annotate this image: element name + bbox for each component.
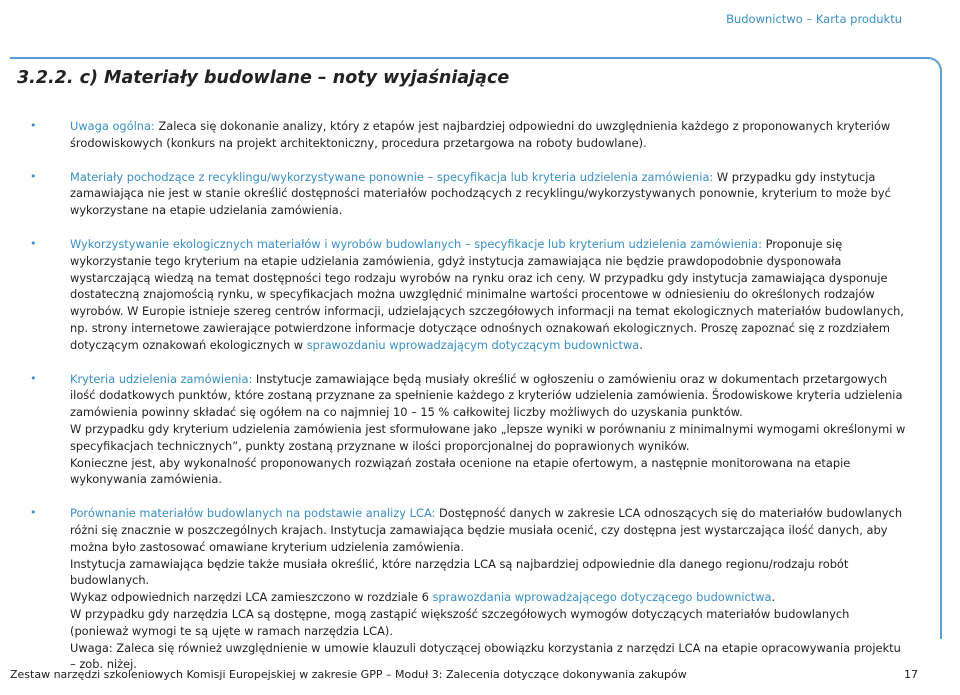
item-text: Dostępność danych w zakresie LCA odnoszących się do materiałów budowlanych różni się znacznie w poszczególnych krajach. Instytucja zamawiająca będzie musiała ocenić, czy dostępna jest wystarczająca ilość danych, aby można było zastosować omawiane kryterium udzielenia zamówienia. bbox=[70, 506, 903, 554]
item-text: Wykaz odpowiednich narzędzi LCA zamieszczono w rozdziale 6 bbox=[70, 590, 433, 605]
item-lead: Kryteria udzielenia zamówienia: bbox=[70, 371, 253, 386]
item-text: Zaleca się dokonanie analizy, który z etapów jest najbardziej odpowiedni do uwzględnienia każdego z proponowanych kryteriów środowiskowych (konkurs na projekt architektoniczny, procedura przetargowa na roboty budowlane). bbox=[70, 119, 891, 150]
bullet-icon: • bbox=[30, 169, 37, 183]
item-lead: Materiały pochodzące z recyklingu/wykorzystywane ponownie – specyfikacja lub kryteria udzielenia zamówienia: bbox=[70, 169, 714, 184]
bullet-icon: • bbox=[30, 506, 37, 520]
item-text: Proponuje się wykorzystanie tego kryterium na etapie udzielania zamówienia, gdyż instytucja zamawiająca nie będzie prawdopodobnie dysponowała wystarczającą wiedzą na temat dostępności tego rodzaju wyrobów na rynku oraz ich ceny. W przypadku gdy instytucja zamawiająca dysponuje dostateczną znajomością rynku, w specyfikacjach można uwzględnić minimalne wartości procentowe w odniesieniu do określonych rodzajów wyrobów. W Europie istnieje szereg centrów informacji, udzielających szczegółowych informacji na temat ekologicznych materiałów budowlanych, np. strony internetowe zawierające potwierdzone informacje dotyczące odnośnych oznakowań ekologicznych. Proszę zapoznać się z rozdziałem dotyczącym oznakowań ekologicznych w bbox=[70, 236, 904, 352]
page-number: 17 bbox=[904, 668, 918, 681]
item-tail: . bbox=[639, 337, 643, 352]
item-lead: Wykorzystywanie ekologicznych materiałów i wyrobów budowlanych – specyfikacje lub kryterium udzielenia zamówienia: bbox=[70, 236, 762, 251]
list-item bbox=[30, 118, 910, 152]
item-paragraph: W przypadku gdy kryterium udzielenia zamówienia jest sformułowane jako „lepsze wyniki w porównaniu z minimalnymi wymogami określonymi w specyfikacjach technicznych”, punkty zostaną przyznane w ilości proporcjonalnej do poprawionych wyników. bbox=[70, 421, 906, 453]
report-link[interactable]: sprawozdania wprowadzającego dotyczącego budownictwa bbox=[432, 590, 772, 605]
notes-list bbox=[30, 118, 910, 690]
item-text: W przypadku gdy instytucja zamawiająca nie jest w stanie określić dostępności materiałów pochodzących z recyklingu/wykorzystywanych ponownie, kryterium to może być wykorzystane na etapie udzielania zamówienia. bbox=[70, 169, 891, 218]
item-tail: . bbox=[771, 590, 776, 605]
bullet-icon: • bbox=[30, 371, 37, 385]
list-item bbox=[30, 505, 910, 673]
item-text: Instytucje zamawiające będą musiały określić w ogłoszeniu o zamówieniu oraz w dokumentach przetargowych ilość dodatkowych punktów, które zostaną przyznane za spełnienie każdego z kryteriów udzielenia zamówienia. Środowiskowe kryteria udzielenia zamówienia powinny składać się ogółem na co najmniej 10 – 15 % całkowitej liczby możliwych do uzyskania punktów. bbox=[70, 371, 903, 420]
bullet-icon: • bbox=[30, 236, 37, 250]
list-item bbox=[30, 371, 910, 489]
item-paragraph: W przypadku gdy narzędzia LCA są dostępne, mogą zastąpić większość szczegółowych wymogów dotyczących materiałów budowlanych (ponieważ wymogi te są ujęte w ramach narzędzia LCA). bbox=[70, 606, 850, 638]
item-paragraph: Uwaga: Zaleca się również uwzględnienie w umowie klauzuli dotyczącej obowiązku korzystania z narzędzi LCA na etapie opracowywania projektu – zob. niżej. bbox=[70, 640, 901, 672]
item-paragraph: Konieczne jest, aby wykonalność proponowanych rozwiązań została ocenione na etapie ofertowym, a następnie monitorowana na etapie wykonywania zamówienia. bbox=[70, 455, 851, 487]
bullet-icon: • bbox=[30, 119, 37, 132]
item-lead: Porównanie materiałów budowlanych na podstawie analizy LCA: bbox=[70, 506, 436, 521]
list-item bbox=[30, 169, 910, 219]
footer-text: Zestaw narzędzi szkoleniowych Komisji Europejskiej w zakresie GPP – Moduł 3: Zalecenia dotyczące dokonywania zakupów bbox=[10, 668, 687, 681]
item-paragraph: Instytucja zamawiająca będzie także musiała określić, które narzędzia LCA są najbardziej odpowiednie dla danego regionu/rodzaju robót budowlanych. bbox=[70, 556, 849, 588]
report-link[interactable]: sprawozdaniu wprowadzającym dotyczącym budownictwa bbox=[306, 337, 640, 352]
list-item bbox=[30, 236, 910, 354]
item-lead: Uwaga ogólna: bbox=[70, 119, 155, 133]
page-title: 3.2.2. c) Materiały budowlane – noty wyjaśniające bbox=[17, 68, 510, 88]
header-title: Budownictwo – Karta produktu bbox=[726, 12, 902, 26]
